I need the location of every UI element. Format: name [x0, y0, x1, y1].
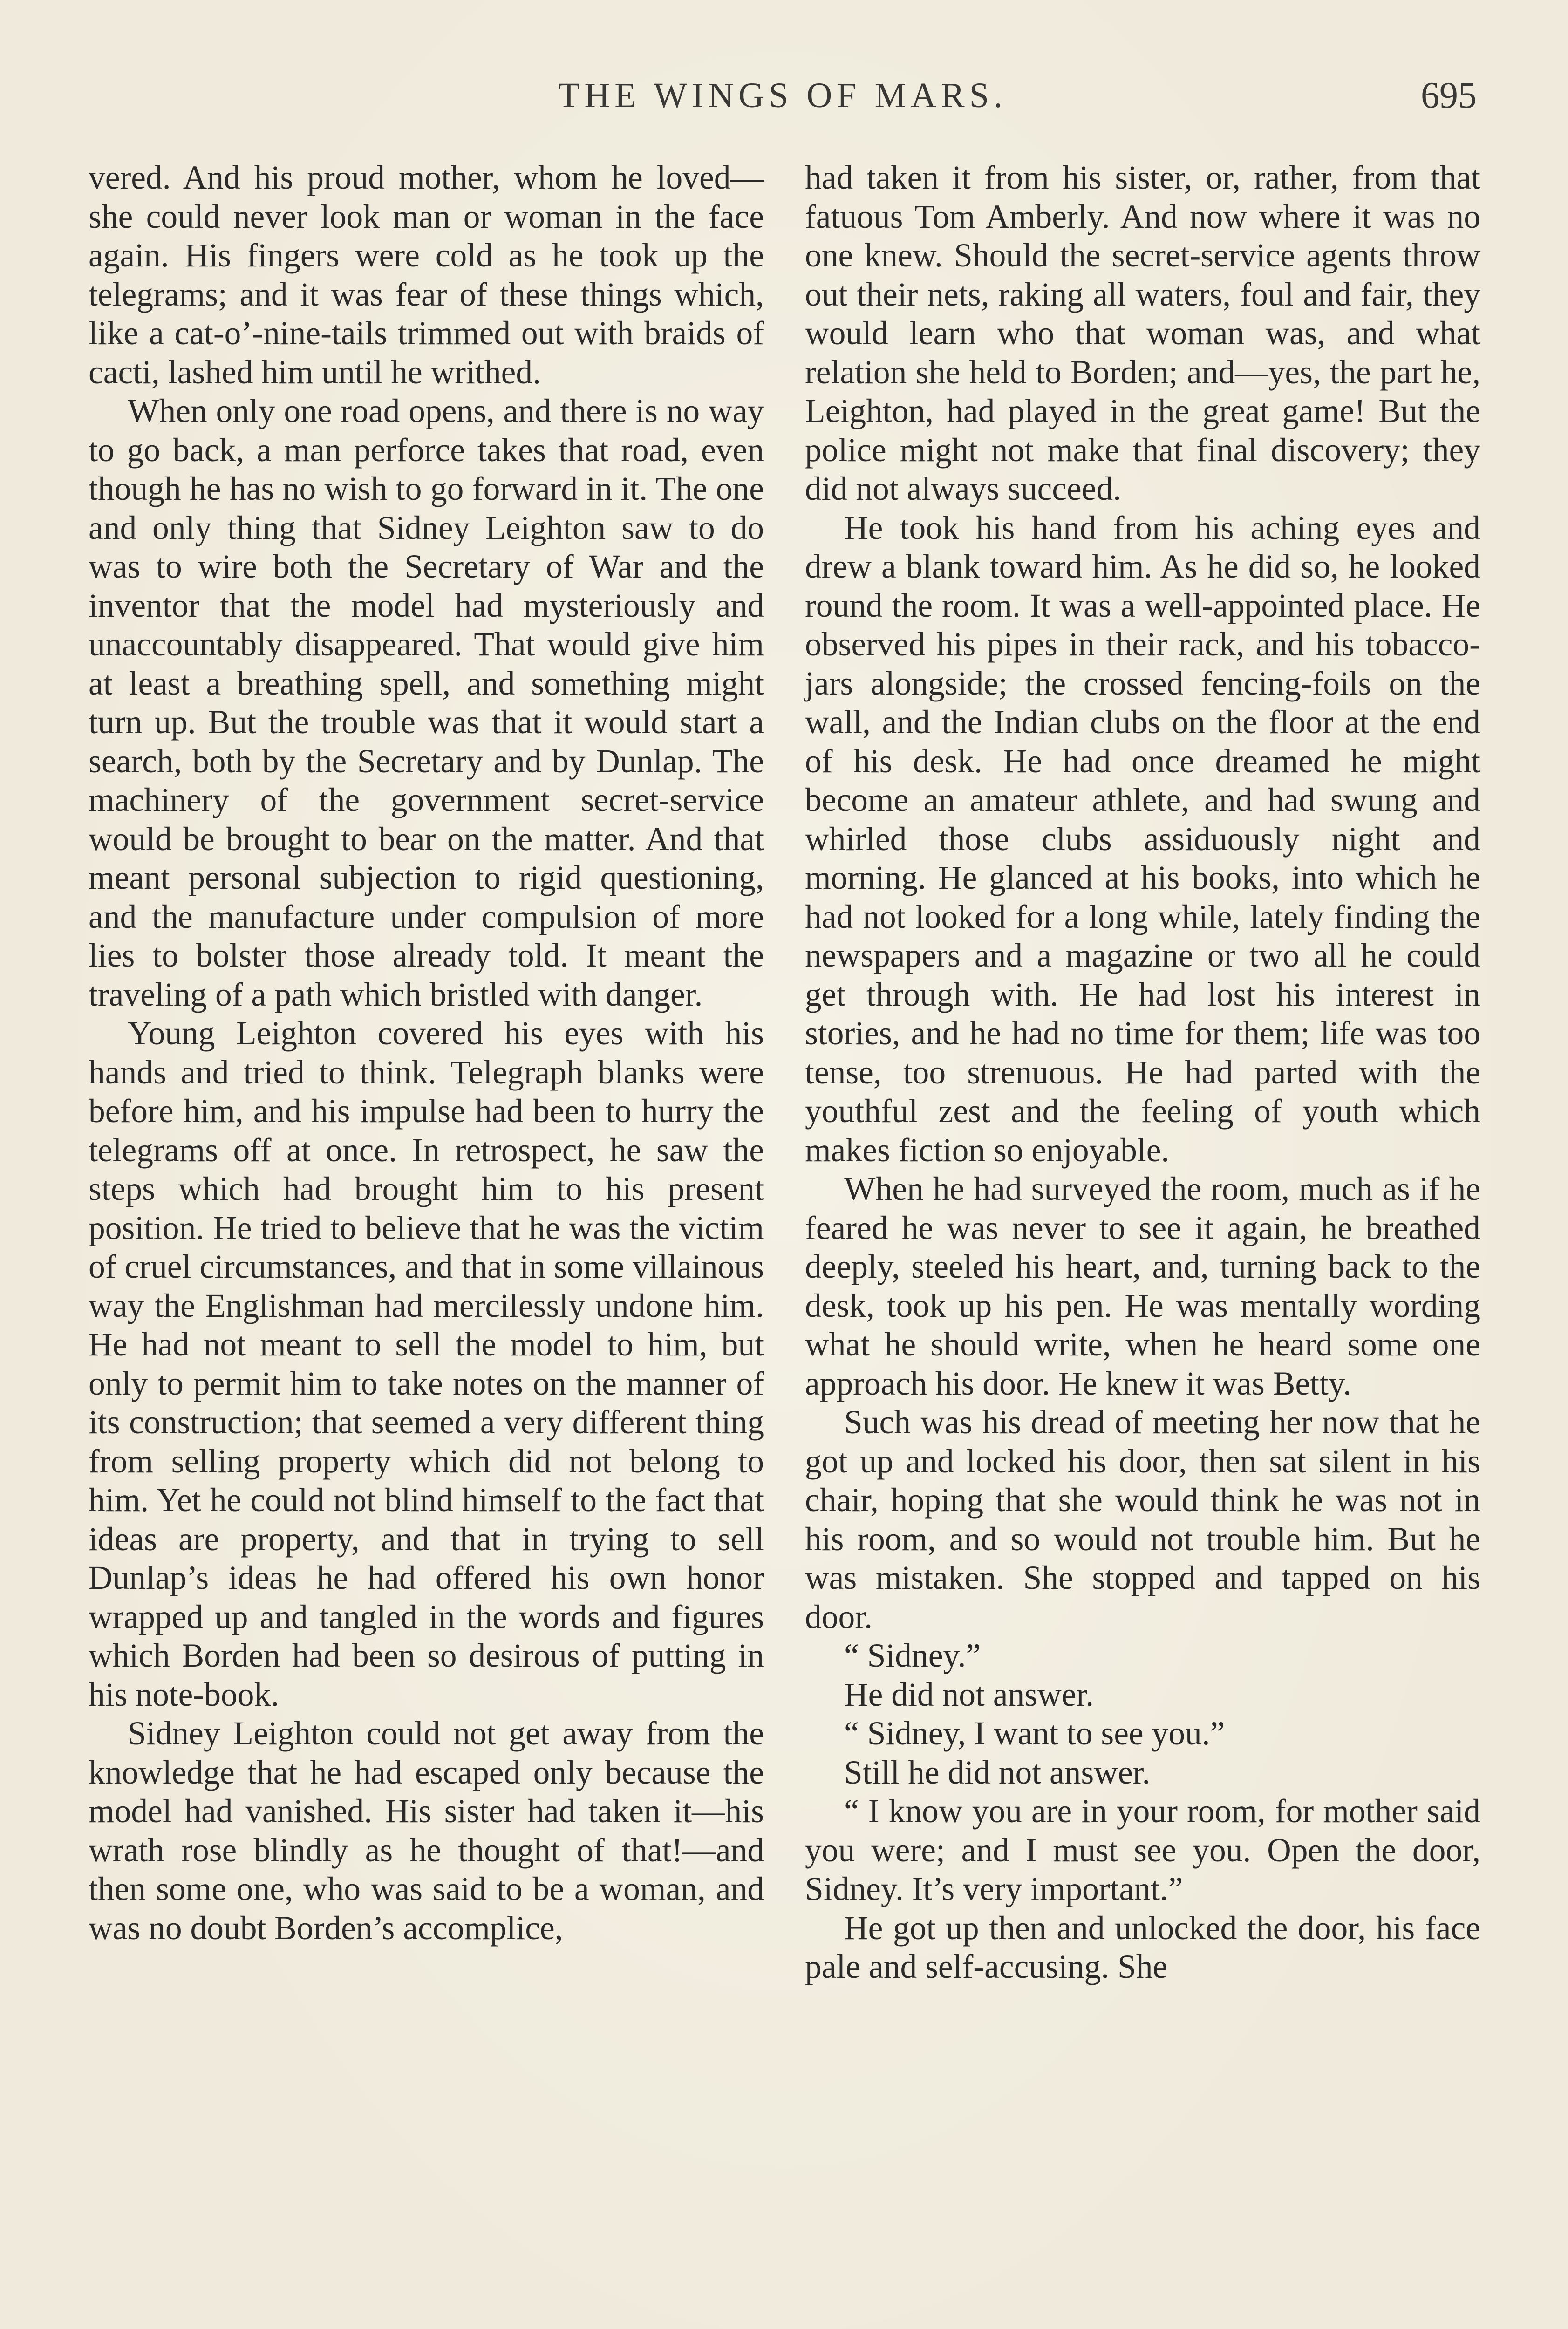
- right-column: [805, 158, 1480, 1987]
- paragraph: When only one road opens, and there is no way to go back, a man perforce takes that road, even though he has no wish to go forward in it. The one and only thing that Sidney Leighton saw to do was to wire both the Secretary of War and the inventor that the model had mysteriously and unaccountably disappeared. That would give him at least a breathing spell, and something might turn up. But the trouble was that it would start a search, both by the Secretary and by Dunlap. The machinery of the government secret-service would be brought to bear on the matter. And that meant personal subjection to rigid questioning, and the manufacture under compulsion of more lies to bolster those already told. It meant the traveling of a path which bristled with danger.: [89, 393, 764, 1013]
- dialogue-line: “ Sidney, I want to see you.”: [844, 1715, 1225, 1752]
- paragraph: When he had surveyed the room, much as if he feared he was never to see it again, he breathed deeply, steeled his heart, and, turning back to the desk, took up his pen. He was mentally wording what he should write, when he heard some one approach his door. He knew it was Betty.: [805, 1171, 1480, 1402]
- paragraph: Young Leighton covered his eyes with his hands and tried to think. Telegraph blanks were before him, and his impulse had been to hurry the telegrams off at once. In retrospect, he saw the steps which had brought him to his present position. He tried to believe that he was the victim of cruel circumstances, and that in some villainous way the Englishman had mercilessly undone him. He had not meant to sell the model to him, but only to permit him to take notes on the manner of its construction; that seemed a very different thing from selling property which did not belong to him. Yet he could not blind himself to the fact that ideas are property, and that in trying to sell Dunlap’s ideas he had offered his own honor wrapped up and tangled in the words and figures which Borden had been so desirous of putting in his note-book.: [89, 1015, 764, 1713]
- dialogue-line: “ Sidney.”: [844, 1637, 981, 1674]
- paragraph: Still he did not answer.: [844, 1754, 1151, 1791]
- paragraph: He did not answer.: [844, 1676, 1094, 1713]
- paragraph: Such was his dread of meeting her now that he got up and locked his door, then sat silent in his chair, hoping that she would think he was not in his room, and so would not trouble him. But he was mistaken. She stopped and tapped on his door.: [805, 1404, 1480, 1635]
- paragraph: had taken it from his sister, or, rather, from that fatuous Tom Amberly. And now where it was no one knew. Should the secret-service agents throw out their nets, raking all waters, foul and fair, they would learn who that woman was, and what relation she held to Borden; and—yes, the part he, Leighton, had played in the great game! But the police might not make that final discovery; they did not always succeed.: [805, 159, 1480, 507]
- paragraph: Sidney Leighton could not get away from the knowledge that he had escaped only because the model had vanished. His sister had taken it—his wrath rose blindly as he thought of that!—and then some one, who was said to be a woman, and was no doubt Borden’s accomplice,: [89, 1715, 764, 1947]
- running-title: THE WINGS OF MARS.: [558, 76, 1007, 115]
- paragraph: vered. And his proud mother, whom he loved—she could never look man or woman in the face again. His fingers were cold as he took up the telegrams; and it was fear of these things which, like a cat-o’-nine-tails trimmed out with braids of cacti, lashed him until he writhed.: [89, 159, 764, 391]
- page-number: 695: [1421, 75, 1477, 116]
- left-column: [89, 158, 764, 1948]
- page-header: [89, 70, 1477, 121]
- dialogue-line: “ I know you are in your room, for mother said you were; and I must see you. Open the door, Sidney. It’s very important.”: [805, 1793, 1480, 1907]
- paragraph: He got up then and unlocked the door, his face pale and self-accusing. She: [805, 1909, 1480, 1985]
- paragraph: He took his hand from his aching eyes and drew a blank toward him. As he did so, he looked round the room. It was a well-appointed place. He observed his pipes in their rack, and his tobacco-jars alongside; the crossed fencing-foils on the wall, and the Indian clubs on the floor at the end of his desk. He had once dreamed he might become an amateur athlete, and had swung and whirled those clubs assiduously night and morning. He glanced at his books, into which he had not looked for a long while, lately finding the newspapers and a magazine or two all he could get through with. He had lost his interest in stories, and he had no time for them; life was too tense, too strenuous. He had parted with the youthful zest and the feeling of youth which makes fiction so enjoyable.: [805, 509, 1480, 1169]
